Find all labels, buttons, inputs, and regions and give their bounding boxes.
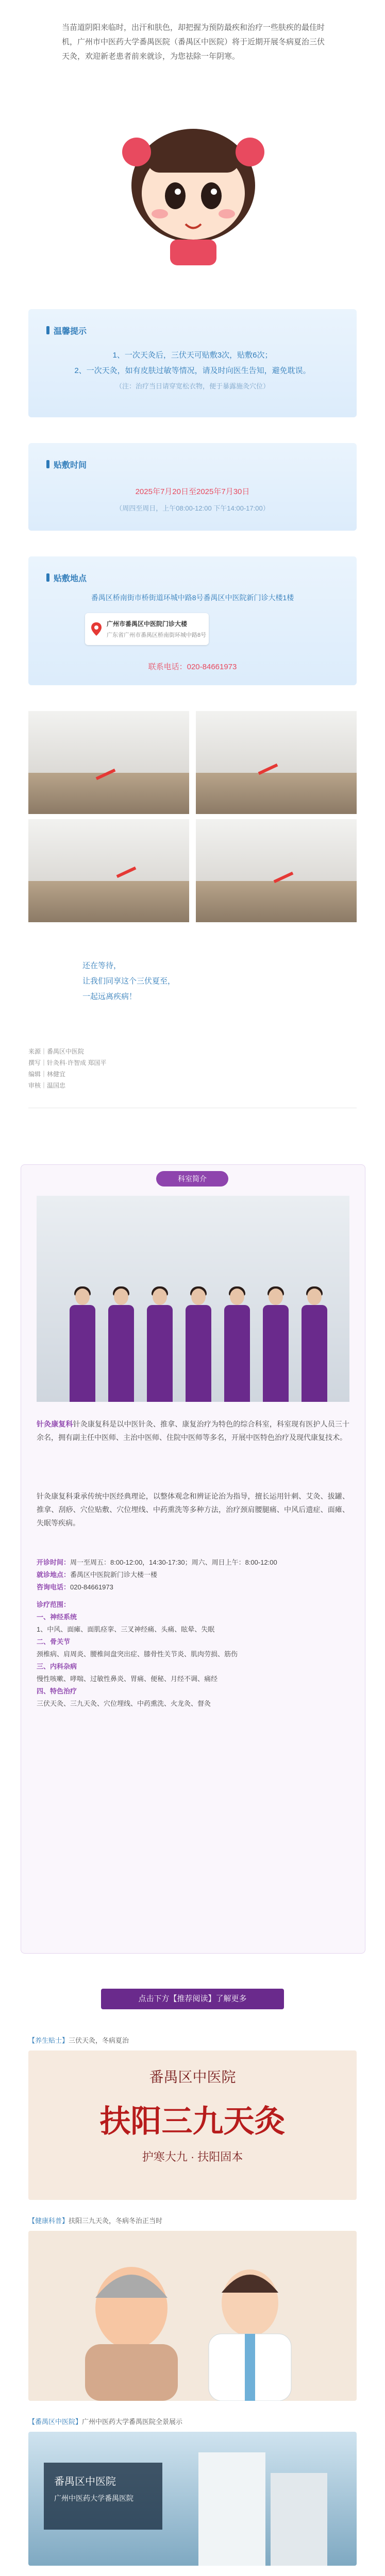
department-info (37, 1556, 349, 1710)
date-card (28, 443, 357, 531)
place-label: 就诊地点： (37, 1571, 71, 1579)
scope-group-items: 1、中风、面瘫、面肌痉挛、三叉神经痛、头痛、眩晕、失眠 (37, 1625, 215, 1633)
meta-line: 编辑｜林健宜 (28, 1071, 66, 1078)
related-tag: 【养生贴士】 (28, 2037, 69, 2044)
venue-photo (28, 819, 189, 922)
map-pin-icon (91, 622, 102, 636)
place-hotline: 联系电话：020-84661973 (148, 663, 237, 671)
hours-label: 开诊时间： (37, 1558, 71, 1566)
intro-paragraph: 当苗道阴阳来临时，出汗和肤色，却把握为预防最疾和治疗一些肤疾的最佳时机，广州市中医药大学番禺医院（番禺区中医院）将于近期开展冬病夏治三伏天灸，欢迎新老患者前来就诊，为您祛除一年阴寒。 (62, 23, 325, 61)
department-para: 针灸康复科秉承传统中医经典理论，以整体观念和辨证论治为指导，擅长运用针刺、艾灸、拔罐、推拿、刮痧、穴位贴敷、穴位埋线、中药熏洗等多种方法，治疗颈肩腰腿痛、中风后遗症、面瘫、失眠等疾病。 (37, 1492, 349, 1527)
scope-group-items: 颈椎病、肩周炎、腰椎间盘突出症、膝骨性关节炎、肌肉劳损、筋伤 (37, 1650, 238, 1658)
banner-title: 扶阳三九天灸 (99, 2104, 286, 2140)
chip-address: 广东省广州市番禺区桥南街环城中路8号 (107, 632, 207, 638)
department-lead: 针灸康复科是以中医针灸、推拿、康复治疗为特色的综合科室，科室现有医护人员三十余名，拥有副主任中医师、主治中医师、住院中医师等多名，开展中医特色治疗及现代康复技术。 (37, 1420, 350, 1442)
place-tag: 贴敷地点 (46, 572, 87, 584)
chip-title: 广州市番禺区中医院门诊大楼 (107, 620, 188, 628)
related-tag: 【番禺区中医院】 (28, 2418, 82, 2426)
venue-photo (196, 711, 357, 814)
related-text: 扶阳三九天灸，冬病冬治正当时 (69, 2217, 163, 2225)
department-card (21, 1164, 365, 1954)
notice-line: 1、一次天灸后，三伏天可贴敷3次，贴敷6次； (112, 351, 273, 360)
related-banner-doctor[interactable] (28, 2231, 357, 2401)
banner-building-line2: 广州中医药大学番禺医院 (54, 2494, 133, 2502)
scope-group-heading: 四、特色治疗 (37, 1687, 77, 1695)
phone-value: 020-84661973 (70, 1583, 113, 1591)
place-value: 番禺区中医院新门诊大楼一楼 (70, 1571, 158, 1579)
scope-group-heading: 三、内科杂病 (37, 1663, 77, 1670)
related-link[interactable] (28, 2035, 357, 2045)
hours-value: 周一至周五：8:00-12:00，14:30-17:30；周六、周日上午：8:00-12:00 (70, 1558, 277, 1566)
banner-sub: 护寒大九 · 扶阳固本 (142, 2150, 243, 2163)
closing-line: 让我们同享这个三伏夏至， (82, 977, 176, 986)
scope-title: 诊疗范围： (37, 1601, 71, 1608)
related-link[interactable] (28, 2215, 357, 2225)
notice-card (28, 309, 357, 417)
read-more-bar: 点击下方【推荐阅读】了解更多 (101, 1989, 284, 2009)
venue-photo (28, 711, 189, 814)
closing-line: 还在等待， (82, 961, 122, 970)
place-location: 番禺区桥南街市桥街道环城中路8号番禺区中医院新门诊大楼1楼 (91, 594, 294, 602)
related-banner-building[interactable] (28, 2432, 357, 2566)
banner-hospital: 番禺区中医院 (149, 2069, 236, 2086)
closing-block (82, 958, 304, 1005)
venue-photo (196, 819, 357, 922)
related-banner-moxa[interactable] (28, 2050, 357, 2200)
mascot-illustration (98, 103, 289, 268)
department-team-photo (37, 1196, 349, 1402)
scope-group-heading: 二、骨关节 (37, 1638, 71, 1646)
scope-group-heading: 一、神经系统 (37, 1613, 77, 1621)
place-card (28, 556, 357, 685)
notice-line: 2、一次天灸，如有皮肤过敏等情况，请及时向医生告知，避免耽误。 (74, 366, 311, 375)
related-link[interactable] (28, 2416, 357, 2426)
meta-line: 撰写｜针灸科·许智成 郑国平 (28, 1059, 107, 1066)
phone-label: 咨询电话： (37, 1583, 71, 1591)
article-meta (28, 1046, 357, 1091)
date-range: 2025年7月20日至2025年7月30日 (135, 487, 250, 496)
meta-line: 来源｜番禺区中医院 (28, 1048, 85, 1055)
department-intro (37, 1417, 349, 1444)
date-note: （周四至周日，上午08:00-12:00 下午14:00-17:00） (115, 504, 270, 512)
meta-line: 审核｜温国忠 (28, 1082, 66, 1089)
department-name: 针灸康复科 (37, 1420, 73, 1428)
notice-body (49, 348, 336, 394)
date-tag: 贴敷时间 (46, 459, 87, 470)
related-text: 三伏天灸，冬病夏治 (69, 2037, 129, 2044)
related-text: 广州中医药大学番禺医院全景展示 (82, 2418, 183, 2426)
banner-building-line1: 番禺区中医院 (54, 2476, 116, 2487)
notice-line: （注：治疗当日请穿宽松衣物，便于暴露施灸穴位） (115, 382, 270, 390)
doctor-illustration (28, 2231, 357, 2401)
map-location-chip[interactable] (85, 613, 209, 645)
scope-group-items: 慢性咳嗽、哮喘、过敏性鼻炎、胃痛、便秘、月经不调、痛经 (37, 1675, 218, 1683)
related-tag: 【健康科普】 (28, 2217, 69, 2225)
department-title: 科室简介 (156, 1171, 228, 1187)
closing-line: 一起远离疾病！ (82, 992, 137, 1001)
scope-group-items: 三伏天灸、三九天灸、穴位埋线、中药熏洗、火龙灸、督灸 (37, 1700, 211, 1707)
notice-tag: 温馨提示 (46, 325, 87, 336)
